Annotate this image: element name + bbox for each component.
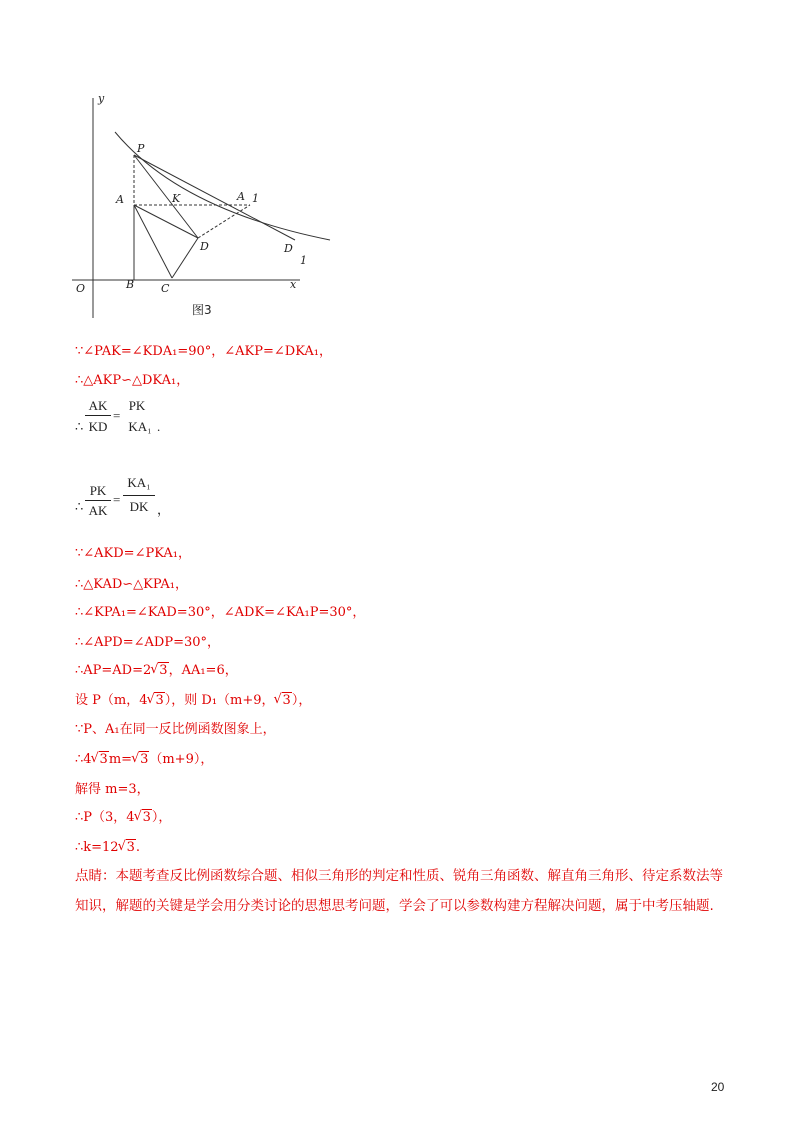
l7-part-c: ，AA₁=6， (168, 663, 238, 678)
proof-line-2: ∴△AKP∽△DKA₁， (75, 373, 190, 388)
proof-line-11: 解得 m=3， (75, 782, 150, 797)
segment-pd (134, 155, 198, 238)
frac1-num-right: PK (128, 398, 146, 413)
l13-part-c: . (135, 840, 141, 855)
segment-ad (134, 205, 198, 238)
proof-line-4: ∴△KAD∽△KPA₁， (75, 577, 189, 592)
segment-cd (172, 238, 198, 278)
l13-radicand: 3 (126, 840, 135, 855)
proof-line-8 (75, 692, 311, 710)
proof-line-5: ∴∠KPA₁=∠KAD=30°，∠ADK=∠KA₁P=30°， (75, 605, 366, 620)
sqrt-symbol (275, 692, 292, 710)
frac1-den-left: KD (88, 419, 108, 434)
label-b: B (126, 278, 135, 291)
l12-part-c: ）， (151, 810, 172, 825)
label-c: C (161, 282, 170, 295)
sqrt-symbol (92, 751, 109, 769)
frac2-prefix: ∴ (75, 499, 84, 514)
l8-radicand-1: 3 (155, 693, 164, 708)
summary-paragraph: 点睛：本题考查反比例函数综合题、相似三角形的判定和性质、锐角三角函数、解直角三角形、待定系数法等知识，解题的关键是学会用分类讨论的思想思考问题，学会了可以参数构建方程解决问题，属于中考压轴题. (75, 868, 723, 914)
proof-line-3: ∵∠AKD=∠PKA₁， (75, 546, 192, 561)
l8-part-e: ）， (291, 693, 312, 708)
frac2-bar-right (123, 495, 155, 496)
sqrt-symbol (119, 839, 136, 857)
l8-radicand-2: 3 (282, 693, 291, 708)
l10-part-a: ∴4 (75, 752, 92, 767)
frac1-suffix: . (157, 419, 161, 434)
proof-line-6: ∴∠APD=∠ADP=30°， (75, 635, 220, 650)
sqrt-symbol (132, 751, 149, 769)
l7-part-a: ∴AP=AD=2 (75, 663, 152, 678)
l8-part-a: 设 P（m，4 (75, 693, 148, 708)
frac2-equals: = (113, 492, 121, 507)
frac2-den-left: AK (88, 503, 108, 518)
segment-pd1 (134, 155, 295, 240)
sqrt-symbol (147, 692, 164, 710)
sqrt-symbol (135, 809, 152, 827)
proof-line-9: ∵P、A₁在同一反比例函数图象上， (75, 722, 276, 737)
l7-radicand: 3 (159, 663, 168, 678)
figure-svg (60, 90, 340, 325)
label-a: A (116, 193, 124, 206)
l13-part-a: ∴k=12 (75, 840, 119, 855)
proof-line-7 (75, 662, 238, 680)
l10-radicand-1: 3 (99, 752, 108, 767)
frac1-equals: = (113, 408, 121, 423)
l10-radicand-2: 3 (140, 752, 149, 767)
frac2-num-left: PK (89, 483, 107, 498)
l10-part-e: （m+9）， (149, 752, 214, 767)
frac1-bar-left (85, 415, 111, 416)
sqrt-symbol (151, 662, 168, 680)
proof-line-13 (75, 839, 140, 857)
figure-caption: 图3 (192, 303, 212, 317)
proof-line-12 (75, 809, 171, 827)
hyperbola-curve (115, 132, 330, 240)
frac2-num-right: KA₁ (127, 475, 151, 490)
label-d1: D (284, 242, 293, 255)
x-axis-label: x (290, 278, 297, 291)
segment-ac (134, 205, 172, 278)
label-k: K (172, 192, 181, 205)
l12-part-a: ∴P（3，4 (75, 810, 135, 825)
geometry-figure (60, 90, 340, 325)
page-number: 20 (711, 1080, 725, 1094)
frac2-suffix: ， (157, 502, 171, 517)
label-a1-sub: 1 (252, 192, 259, 205)
dashed-da1 (198, 205, 250, 238)
y-axis-label: y (98, 92, 105, 105)
frac2-bar-left (85, 500, 111, 501)
proof-line-10 (75, 751, 213, 769)
frac1-prefix: ∴ (75, 419, 84, 434)
frac1-num-left: AK (88, 398, 108, 413)
label-d1-sub: 1 (300, 254, 307, 267)
l10-part-c: m= (108, 752, 133, 767)
origin-label: O (76, 282, 86, 295)
label-a1: A (237, 190, 245, 203)
l12-radicand: 3 (142, 810, 151, 825)
frac2-den-right: DK (129, 499, 149, 514)
frac1-den-right: KA₁ (128, 419, 152, 434)
label-p: P (137, 142, 145, 155)
label-d: D (200, 240, 209, 253)
proof-line-1: ∵∠PAK=∠KDA₁=90°，∠AKP=∠DKA₁， (75, 344, 333, 359)
l8-part-c: ），则 D₁（m+9， (164, 693, 275, 708)
